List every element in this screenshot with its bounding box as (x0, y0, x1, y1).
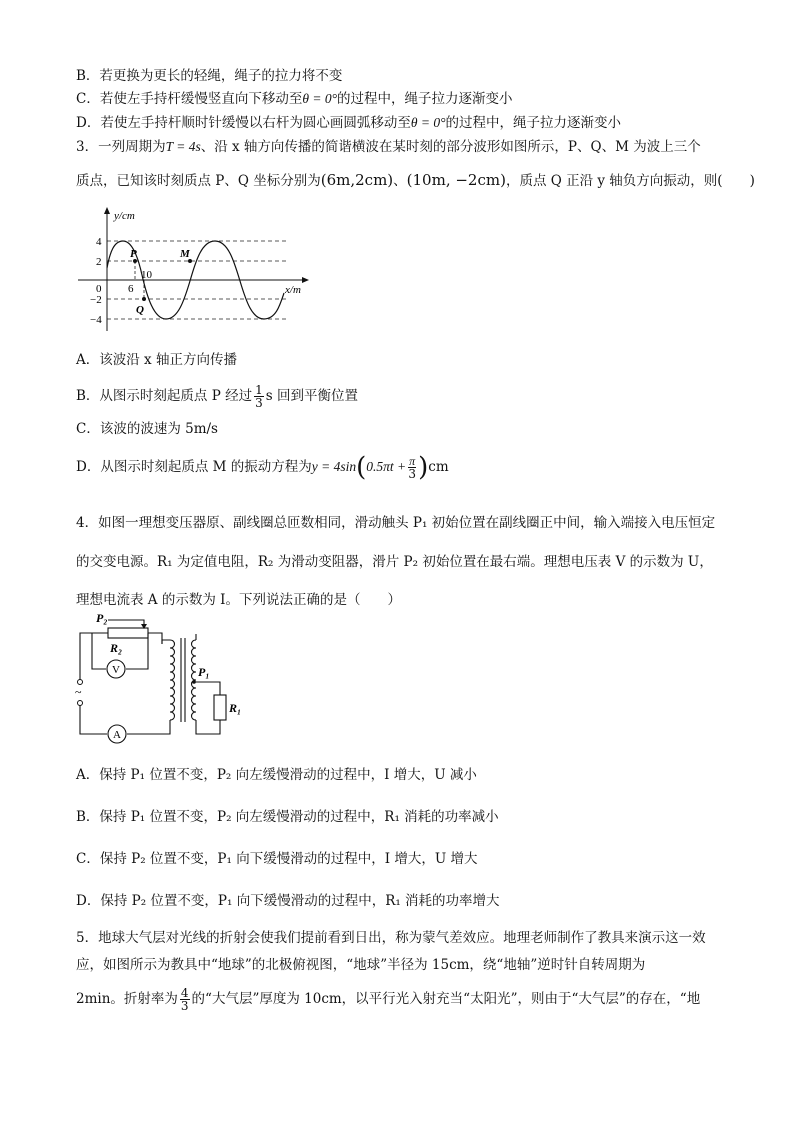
q5-line3-a: 2min。折射率为 (76, 991, 178, 1007)
x-axis-arrow (302, 277, 309, 283)
q2-d-pre: D．若使左手持杆顺时针缓慢以右杆为圆心画圆弧移动至 (76, 115, 411, 131)
q2-option-b: B．若更换为更长的轻绳，绳子的拉力将不变 (76, 68, 343, 84)
q3-option-d: D．从图示时刻起质点 M 的振动方程为y = 4sin(0.5πt + $\frac{\pi}{3}$ )cm (76, 452, 449, 483)
q3-b-den: 3 (255, 396, 263, 410)
q3-stem2-b: ，质点 Q 正沿 y 轴负方向振动，则( ) (505, 173, 755, 189)
q3-period: T = 4s (165, 139, 201, 154)
q3-b-fraction (254, 384, 264, 409)
y-axis-label: y/cm (114, 210, 135, 222)
label-a: A (113, 729, 121, 741)
q4-option-a: A．保持 P₁ 位置不变，P₂ 向左缓慢滑动的过程中，I 增大，U 减小 (76, 767, 477, 783)
q5-fraction (180, 987, 190, 1012)
q2-c-pre: C．若使左手持杆缓慢竖直向下移动至 (76, 91, 303, 107)
tick-x6: 6 (128, 283, 134, 295)
label-q: Q (136, 304, 144, 316)
wave-graph (72, 205, 312, 335)
q3-d-eq-a: y = 4sin (311, 459, 357, 474)
q3-d-pre: D．从图示时刻起质点 M 的振动方程为 (76, 459, 312, 475)
q4-option-d: D．保持 P₂ 位置不变，P₁ 向下缓慢滑动的过程中，R₁ 消耗的功率增大 (76, 893, 500, 909)
primary-coil (170, 640, 175, 720)
q3-sep: 、 (393, 173, 407, 189)
terminal-bottom (78, 701, 83, 706)
q5-num: 4 (180, 986, 189, 1000)
label-m: M (180, 248, 190, 260)
q2-d-post: 的过程中，绳子拉力逐渐变小 (445, 115, 621, 131)
transformer-circuit (70, 610, 250, 745)
q3-coord-p: (6m,2cm) (320, 171, 394, 189)
point-q (142, 297, 146, 301)
tick-y2: 2 (96, 256, 102, 268)
tick-yneg2: −2 (90, 294, 102, 306)
q5-line1: 5．地球大气层对光线的折射会使我们提前看到日出，称为蒙气差效应。地理老师制作了教具来演示这一效 (76, 930, 706, 946)
q3-b-pre: B．从图示时刻起质点 P 经过 (76, 388, 253, 404)
label-p1: P₁ (198, 665, 210, 679)
q4-stem-line1: 4．如图一理想变压器原、副线圈总匝数相同，滑动触头 P₁ 初始位置在副线圈正中间，输入端接入电压恒定 (76, 515, 716, 531)
q2-option-c (76, 89, 754, 109)
q3-option-c: C．该波的波速为 5m/s (76, 421, 218, 437)
label-r2: R₂ (110, 641, 123, 655)
q5-line2: 应，如图所示为教具中“地球”的北极俯视图，“地球”半径为 15cm，绕“地轴”逆时针自转周期为 (76, 957, 646, 973)
resistor-r1 (214, 695, 226, 720)
secondary-coil (192, 640, 197, 720)
tick-x10: 10 (141, 269, 152, 281)
q3-option-b (76, 382, 754, 410)
q5-den: 3 (180, 999, 189, 1013)
label-v: V (112, 664, 120, 676)
q3-stem-line2 (76, 170, 754, 191)
q3-stem1-a: 3．一列周期为 (76, 139, 166, 155)
tick-y0: 0 (96, 283, 102, 295)
q5-line3-b: 的“大气层”厚度为 10cm，以平行光入射充当“太阳光”，则由于“大气层”的存在，“地 (191, 991, 701, 1007)
q3-d-three: 3 (408, 467, 416, 481)
q3-d-pi: π (409, 454, 416, 468)
tick-yneg4: −4 (90, 314, 102, 326)
label-ac: ~ (75, 685, 82, 699)
terminal-top (78, 680, 83, 685)
q3-stem1-b: 、沿 x 轴方向传播的简谐横波在某时刻的部分波形如图所示，P、Q、M 为波上三个 (200, 139, 701, 155)
q3-option-a: A．该波沿 x 轴正方向传播 (76, 352, 237, 368)
q3-coord-q: (10m, −2cm) (406, 171, 506, 189)
q2-c-post: 的过程中，绳子拉力逐渐变小 (336, 91, 513, 107)
q3-stem-line1 (76, 137, 754, 157)
q4-option-c: C．保持 P₂ 位置不变，P₁ 向下缓慢滑动的过程中，I 增大，U 增大 (76, 851, 478, 867)
label-r1: R₁ (229, 701, 242, 715)
rheostat-r2 (108, 628, 148, 638)
q5-line3 (76, 984, 754, 1014)
q2-d-math: θ = 0° (410, 115, 446, 130)
y-axis-arrow (104, 207, 110, 214)
q2-c-math: θ = 0° (302, 91, 337, 106)
q3-d-unit: cm (428, 459, 449, 475)
label-p: P (130, 248, 137, 260)
tick-y4: 4 (96, 236, 102, 248)
q4-option-b: B．保持 P₁ 位置不变，P₂ 向左缓慢滑动的过程中，R₁ 消耗的功率减小 (76, 809, 499, 825)
q3-d-eq-b: 0.5πt + (366, 459, 407, 474)
x-axis-label: x/m (285, 284, 301, 296)
q4-stem-line2: 的交变电源。R₁ 为定值电阻，R₂ 为滑动变阻器，滑片 P₂ 初始位置在最右端。理想电压表 V 的示数为 U， (76, 554, 713, 570)
q3-d-fraction (408, 455, 416, 480)
q2-option-d (76, 113, 754, 133)
q3-b-post: s 回到平衡位置 (265, 388, 358, 404)
q3-b-num: 1 (255, 383, 263, 397)
q4-stem-line3: 理想电流表 A 的示数为 I。下列说法正确的是（ ） (76, 592, 401, 608)
q3-stem2-a: 质点，已知该时刻质点 P、Q 坐标分别为 (76, 173, 321, 189)
label-p2: P₂ (96, 611, 108, 625)
